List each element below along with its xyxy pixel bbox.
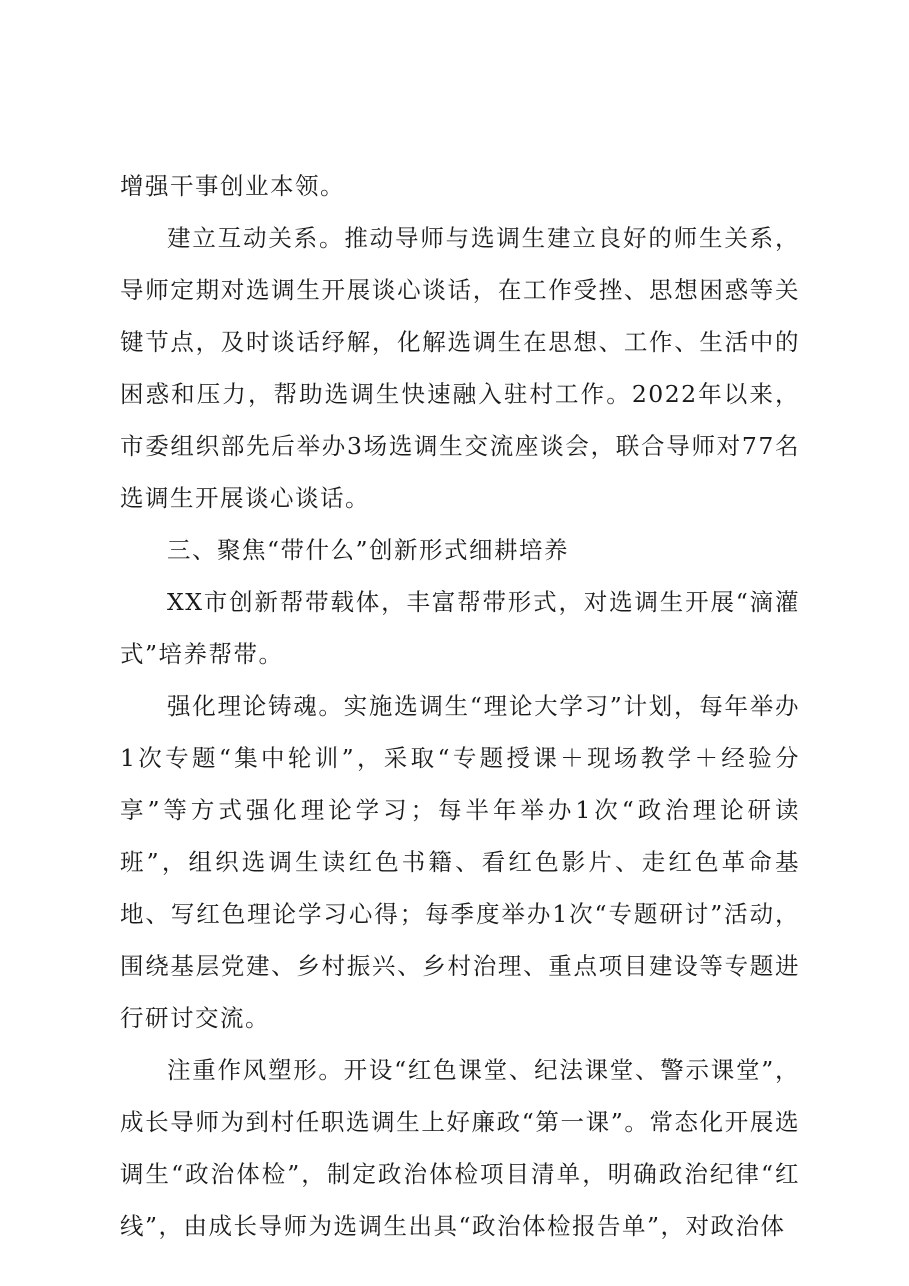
paragraph-theory: 强化理论铸魂。实施选调生“理论大学习”计划，每年举办1次专题“集中轮训”，采取“专题授课＋现场教学＋经验分享”等方式强化理论学习；每半年举办1次“政治理论研读班”，组织选调生读红色书籍、看红色影片、走红色革命基地、写红色理论学习心得；每季度举办1次“专题研讨”活动，围绕基层党建、乡村振兴、乡村治理、重点项目建设等专题进行研讨交流。 <box>120 692 800 1032</box>
paragraph-continuation: 增强干事创业本领。 <box>120 172 345 200</box>
paragraph-intro: XX市创新帮带载体，丰富帮带形式，对选调生开展“滴灌式”培养帮带。 <box>120 588 800 668</box>
paragraph-interaction: 建立互动关系。推动导师与选调生建立良好的师生关系，导师定期对选调生开展谈心谈话，在工作受挫、思想困惑等关键节点，及时谈话纾解，化解选调生在思想、工作、生活中的困惑和压力，帮助选调生快速融入驻村工作。2022年以来，市委组织部先后举办3场选调生交流座谈会，联合导师对77名选调生开展谈心谈话。 <box>120 224 800 512</box>
paragraph-style: 注重作风塑形。开设“红色课堂、纪法课堂、警示课堂”，成长导师为到村任职选调生上好廉政“第一课”。常态化开展选调生“政治体检”，制定政治体检项目清单，明确政治纪律“红线”，由成长导师为选调生出具“政治体检报告单”，对政治体 <box>120 1056 800 1240</box>
section-heading: 三、聚焦“带什么”创新形式细耕培养 <box>167 536 570 564</box>
document-body <box>120 160 800 1252</box>
